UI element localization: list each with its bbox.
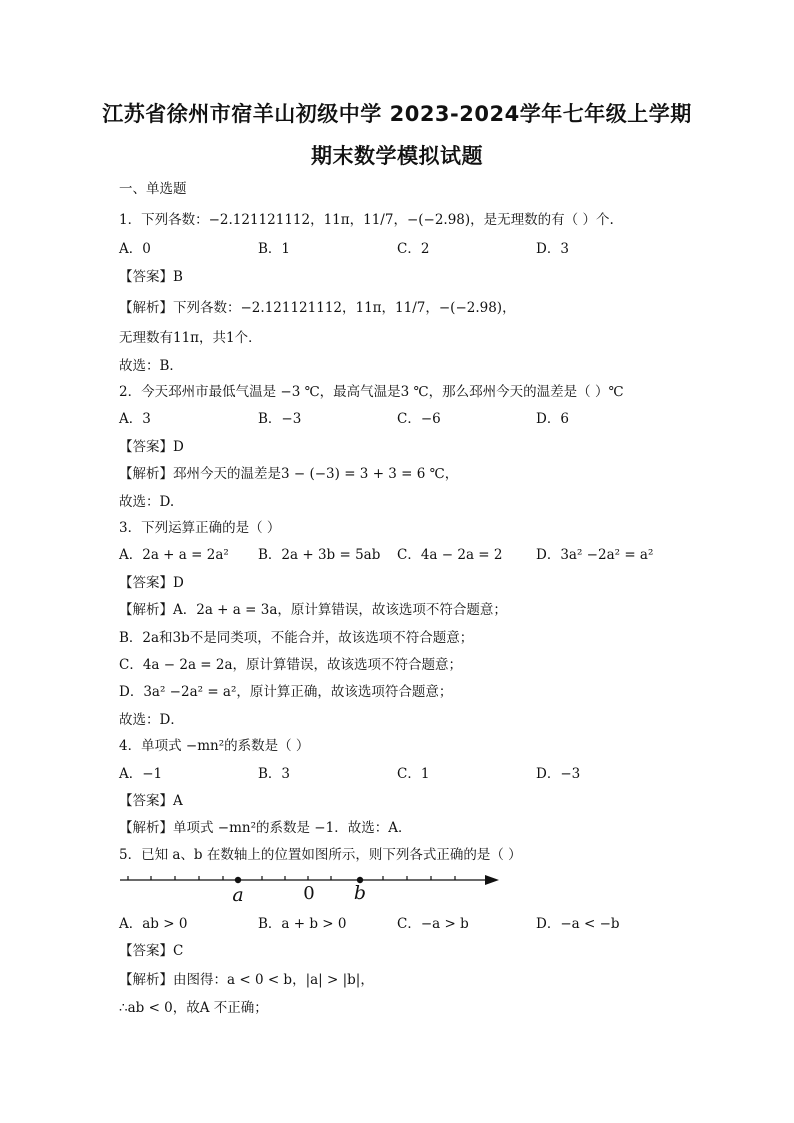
question-3-options (119, 546, 719, 564)
question-3-analysis-line: C．4a − 2a = 2a，原计算错误，故该选项不符合题意； (119, 657, 463, 673)
point-a-label: a (232, 884, 244, 906)
option-b: B．−3 (258, 411, 302, 427)
option-d: D．−3 (536, 766, 581, 782)
option-c: C．4a − 2a = 2 (397, 547, 503, 563)
question-3-stem: 3．下列运算正确的是（ ） (119, 520, 281, 536)
question-2-analysis-line: 故选：D. (119, 494, 175, 510)
question-1-analysis-line: 无理数有11π，共1个． (119, 330, 262, 346)
question-1-analysis-line: 故选：B． (119, 358, 183, 374)
option-b: B．3 (258, 766, 291, 782)
option-c: C．−a > b (397, 916, 469, 932)
option-a: A．ab > 0 (119, 916, 188, 932)
option-b: B．a + b > 0 (258, 916, 347, 932)
option-d: D．6 (536, 411, 569, 427)
option-a: A．−1 (119, 766, 163, 782)
question-3-analysis-line: 故选：D． (119, 712, 184, 728)
number-line-arrow-icon (485, 875, 499, 885)
document-title-line-2: 期末数学模拟试题 (311, 144, 483, 168)
question-4-options (119, 765, 719, 783)
question-3-analysis-line: 【解析】A．2a + a = 3a，原计算错误，故该选项不符合题意； (119, 602, 507, 618)
question-5-analysis-line: 【解析】由图得：a < 0 < b，|a| > |b|， (119, 972, 374, 988)
point-b-label: b (353, 882, 367, 904)
question-1-analysis-line: 【解析】下列各数：−2.121121112，11π，11/7，−(−2.98)， (119, 300, 516, 316)
origin-label: 0 (303, 883, 315, 904)
option-b: B．1 (258, 241, 291, 257)
question-2-options (119, 410, 719, 428)
number-line-figure (115, 866, 505, 908)
question-1-answer: 【答案】B (119, 269, 183, 285)
question-3-answer: 【答案】D (119, 575, 184, 591)
question-4-answer: 【答案】A (119, 793, 183, 809)
question-2-stem: 2．今天邳州市最低气温是 −3 ℃，最高气温是3 ℃，那么邳州今天的温差是（ ）℃ (119, 384, 624, 400)
question-3-analysis-line: B．2a和3b不是同类项，不能合并，故该选项不符合题意； (119, 630, 474, 646)
option-c: C．−6 (397, 411, 441, 427)
section-heading: 一、单选题 (119, 181, 187, 197)
option-c: C．2 (397, 241, 430, 257)
option-c: C．1 (397, 766, 430, 782)
question-2-analysis-line: 【解析】邳州今天的温差是3 − (−3) = 3 + 3 = 6 ℃， (119, 466, 459, 482)
option-a: A．0 (119, 241, 151, 257)
question-5-answer: 【答案】C (119, 943, 184, 959)
question-5-options (119, 915, 719, 933)
option-a: A．3 (119, 411, 151, 427)
question-4-analysis-line: 【解析】单项式 −mn²的系数是 −1．故选：A． (119, 820, 412, 836)
option-b: B．2a + 3b = 5ab (258, 547, 381, 563)
document-title-line-1: 江苏省徐州市宿羊山初级中学 2023-2024学年七年级上学期 (102, 102, 692, 126)
option-d: D．3a² −2a² = a² (536, 547, 654, 563)
question-3-analysis-line: D．3a² −2a² = a²，原计算正确，故该选项符合题意； (119, 684, 453, 700)
option-d: D．−a < −b (536, 916, 620, 932)
option-d: D．3 (536, 241, 569, 257)
option-a: A．2a + a = 2a² (119, 547, 229, 563)
question-1-stem: 1．下列各数：−2.121121112，11π，11/7，−(−2.98)，是无理数的有（ ）个. (119, 212, 614, 228)
point-a-marker (235, 877, 241, 883)
question-5-stem: 5．已知 a、b 在数轴上的位置如图所示，则下列各式正确的是（ ） (119, 847, 522, 863)
question-5-analysis-line: ∴ab < 0，故A 不正确； (119, 1000, 268, 1016)
question-2-answer: 【答案】D (119, 439, 184, 455)
question-4-stem: 4．单项式 −mn²的系数是（ ） (119, 738, 310, 754)
question-1-options (119, 240, 719, 258)
